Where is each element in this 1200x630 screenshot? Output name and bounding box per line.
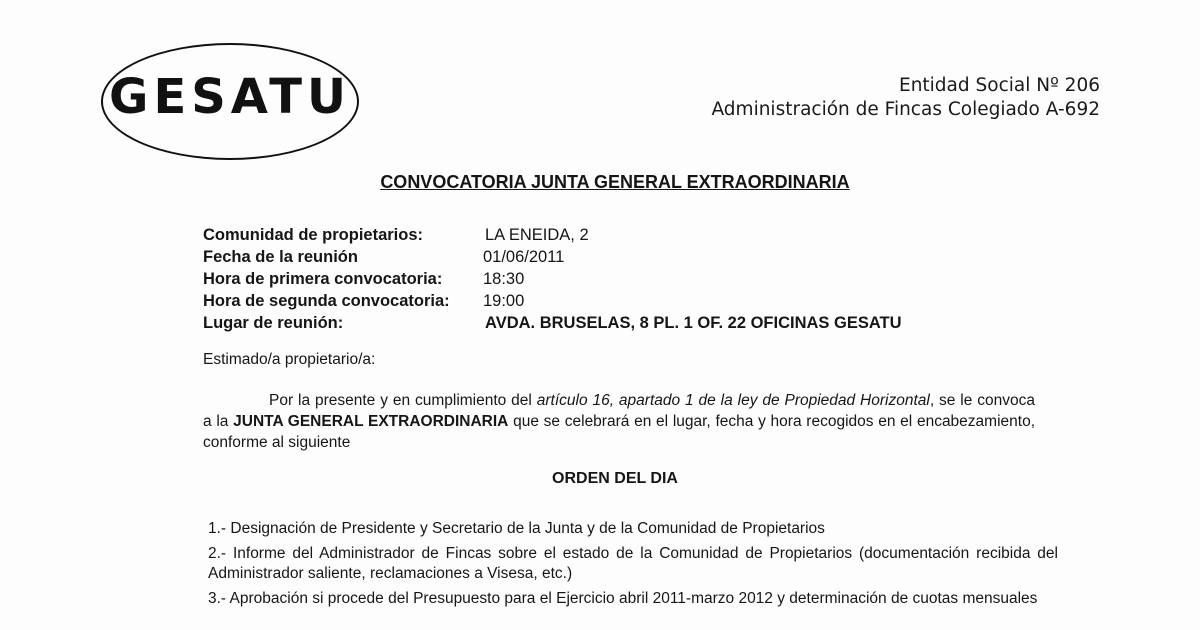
para-text: que se celebrará en el lugar, fecha y hora recogidos en el encabezamiento, conforme al siguiente <box>203 413 1036 451</box>
convocation-paragraph <box>203 390 1035 453</box>
greeting: Estimado/a propietario/a: <box>203 351 376 368</box>
agenda-item: 2.- Informe del Administrador de Fincas sobre el estado de la Comunidad de Propietarios (documentación recibida del Administrador saliente, reclamaciones a Visesa, etc.) <box>208 545 1058 582</box>
logo-text: GESATU <box>109 69 351 125</box>
administrator-registration: Administración de Fincas Colegiado A-692 <box>711 99 1100 120</box>
para-meeting-type: JUNTA GENERAL EXTRAORDINARIA <box>233 413 509 430</box>
agenda-item: 3.- Aprobación si procede del Presupuesto para el Ejercicio abril 2011-marzo 2012 y determinación de cuotas mensuales <box>208 590 1038 607</box>
info-value: 01/06/2011 <box>483 248 565 266</box>
agenda-item: 1.- Designación de Presidente y Secretario de la Junta y de la Comunidad de Propietarios <box>208 520 825 537</box>
info-label: Hora de primera convocatoria: <box>203 270 443 288</box>
info-label: Hora de segunda convocatoria: <box>203 292 450 310</box>
info-value: 18:30 <box>483 270 525 288</box>
info-label: Fecha de la reunión <box>203 248 358 266</box>
para-text: Por la presente y en cumplimiento del <box>269 392 537 409</box>
document-title: CONVOCATORIA JUNTA GENERAL EXTRAORDINARIA <box>380 172 850 192</box>
para-legal-reference: artículo 16, apartado 1 de la ley de Propiedad Horizontal <box>536 392 930 409</box>
gesatu-logo <box>101 43 359 160</box>
info-value: AVDA. BRUSELAS, 8 PL. 1 OF. 22 OFICINAS GESATU <box>485 314 902 332</box>
info-value: LA ENEIDA, 2 <box>485 226 589 244</box>
info-value: 19:00 <box>483 292 525 310</box>
agenda-list <box>208 519 1058 614</box>
para-text: , se le convoca a la <box>203 392 1035 430</box>
entity-header <box>711 74 1100 122</box>
entity-social-number: Entidad Social Nº 206 <box>899 75 1100 96</box>
info-label: Comunidad de propietarios: <box>203 226 424 244</box>
agenda-title: ORDEN DEL DIA <box>552 470 678 487</box>
info-label: Lugar de reunión: <box>203 314 344 332</box>
